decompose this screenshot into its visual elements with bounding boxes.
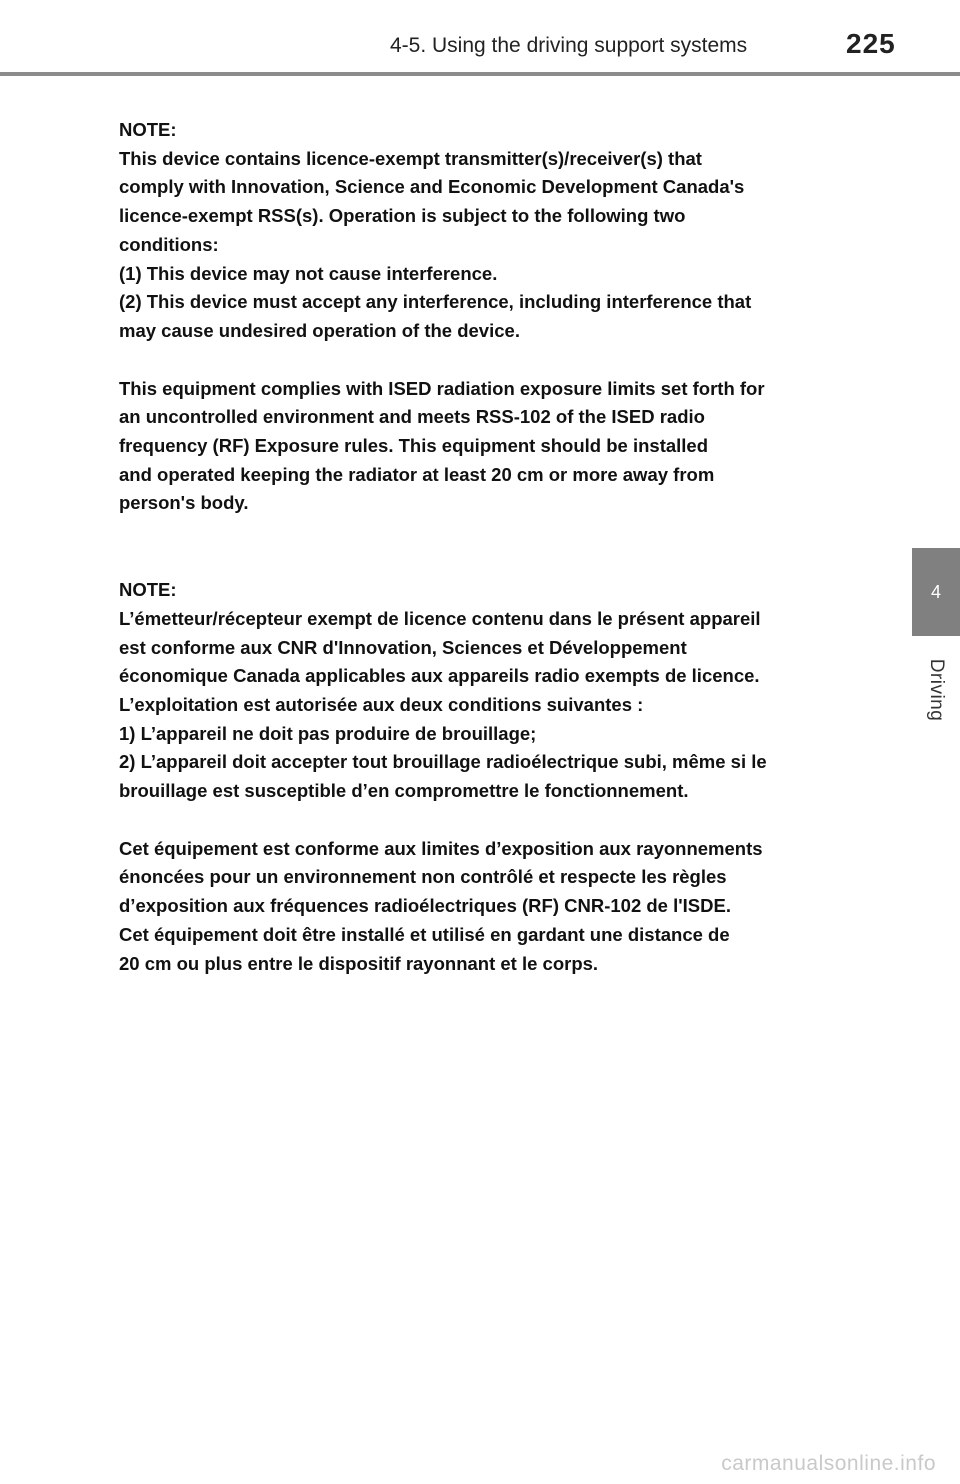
text-line: est conforme aux CNR d'Innovation, Sciences et Développement [119, 636, 687, 658]
text-line: brouillage est susceptible d’en compromettre le fonctionnement. [119, 780, 689, 802]
watermark: carmanualsonline.info [721, 1452, 936, 1475]
text-line: frequency (RF) Exposure rules. This equipment should be installed [119, 435, 709, 457]
chapter-tab[interactable] [912, 548, 960, 636]
text-line: comply with Innovation, Science and Economic Development Canada's [119, 176, 745, 198]
text-line: 1) L’appareil ne doit pas produire de brouillage; [119, 722, 537, 744]
chapter-number: 4 [930, 581, 941, 602]
chapter-label: Driving [926, 658, 947, 722]
text-line: (1) This device may not cause interference. [119, 262, 498, 284]
page-body [119, 116, 849, 978]
english-note-block [119, 116, 849, 346]
text-line: 2) L’appareil doit accepter tout brouillage radioélectrique subi, même si le [119, 751, 767, 773]
text-line: licence-exempt RSS(s). Operation is subject to the following two [119, 205, 686, 227]
text-line: 20 cm ou plus entre le dispositif rayonnant et le corps. [119, 952, 599, 974]
text-line: économique Canada applicables aux appareils radio exempts de licence. [119, 665, 760, 687]
header-divider [0, 72, 960, 76]
text-line: Cet équipement doit être installé et utilisé en gardant une distance de [119, 923, 730, 945]
french-note-block [119, 576, 849, 806]
text-line: This device contains licence-exempt transmitter(s)/receiver(s) that [119, 147, 702, 169]
text-line: d’exposition aux fréquences radioélectriques (RF) CNR-102 de l'ISDE. [119, 895, 731, 917]
page-number: 225 [846, 28, 896, 59]
text-line: NOTE: [119, 119, 177, 140]
text-line: énoncées pour un environnement non contrôlé et respecte les règles [119, 866, 727, 888]
section-title: 4-5. Using the driving support systems [390, 34, 748, 57]
text-line: person's body. [119, 492, 249, 514]
text-line: NOTE: [119, 579, 177, 601]
text-line: (2) This device must accept any interference, including interference that [119, 291, 752, 313]
text-line: L’exploitation est autorisée aux deux conditions suivantes : [119, 693, 644, 715]
english-exposure-block [119, 375, 849, 519]
french-exposure-block [119, 835, 849, 979]
text-line: Cet équipement est conforme aux limites d’exposition aux rayonnements [119, 837, 763, 859]
text-line: an uncontrolled environment and meets RSS-102 of the ISED radio [119, 406, 705, 428]
text-line: may cause undesired operation of the device. [119, 319, 520, 341]
text-line: and operated keeping the radiator at least 20 cm or more away from [119, 463, 715, 485]
text-line: conditions: [119, 233, 219, 255]
text-line: This equipment complies with ISED radiation exposure limits set forth for [119, 377, 765, 399]
text-line: L’émetteur/récepteur exempt de licence contenu dans le présent appareil [119, 607, 761, 629]
